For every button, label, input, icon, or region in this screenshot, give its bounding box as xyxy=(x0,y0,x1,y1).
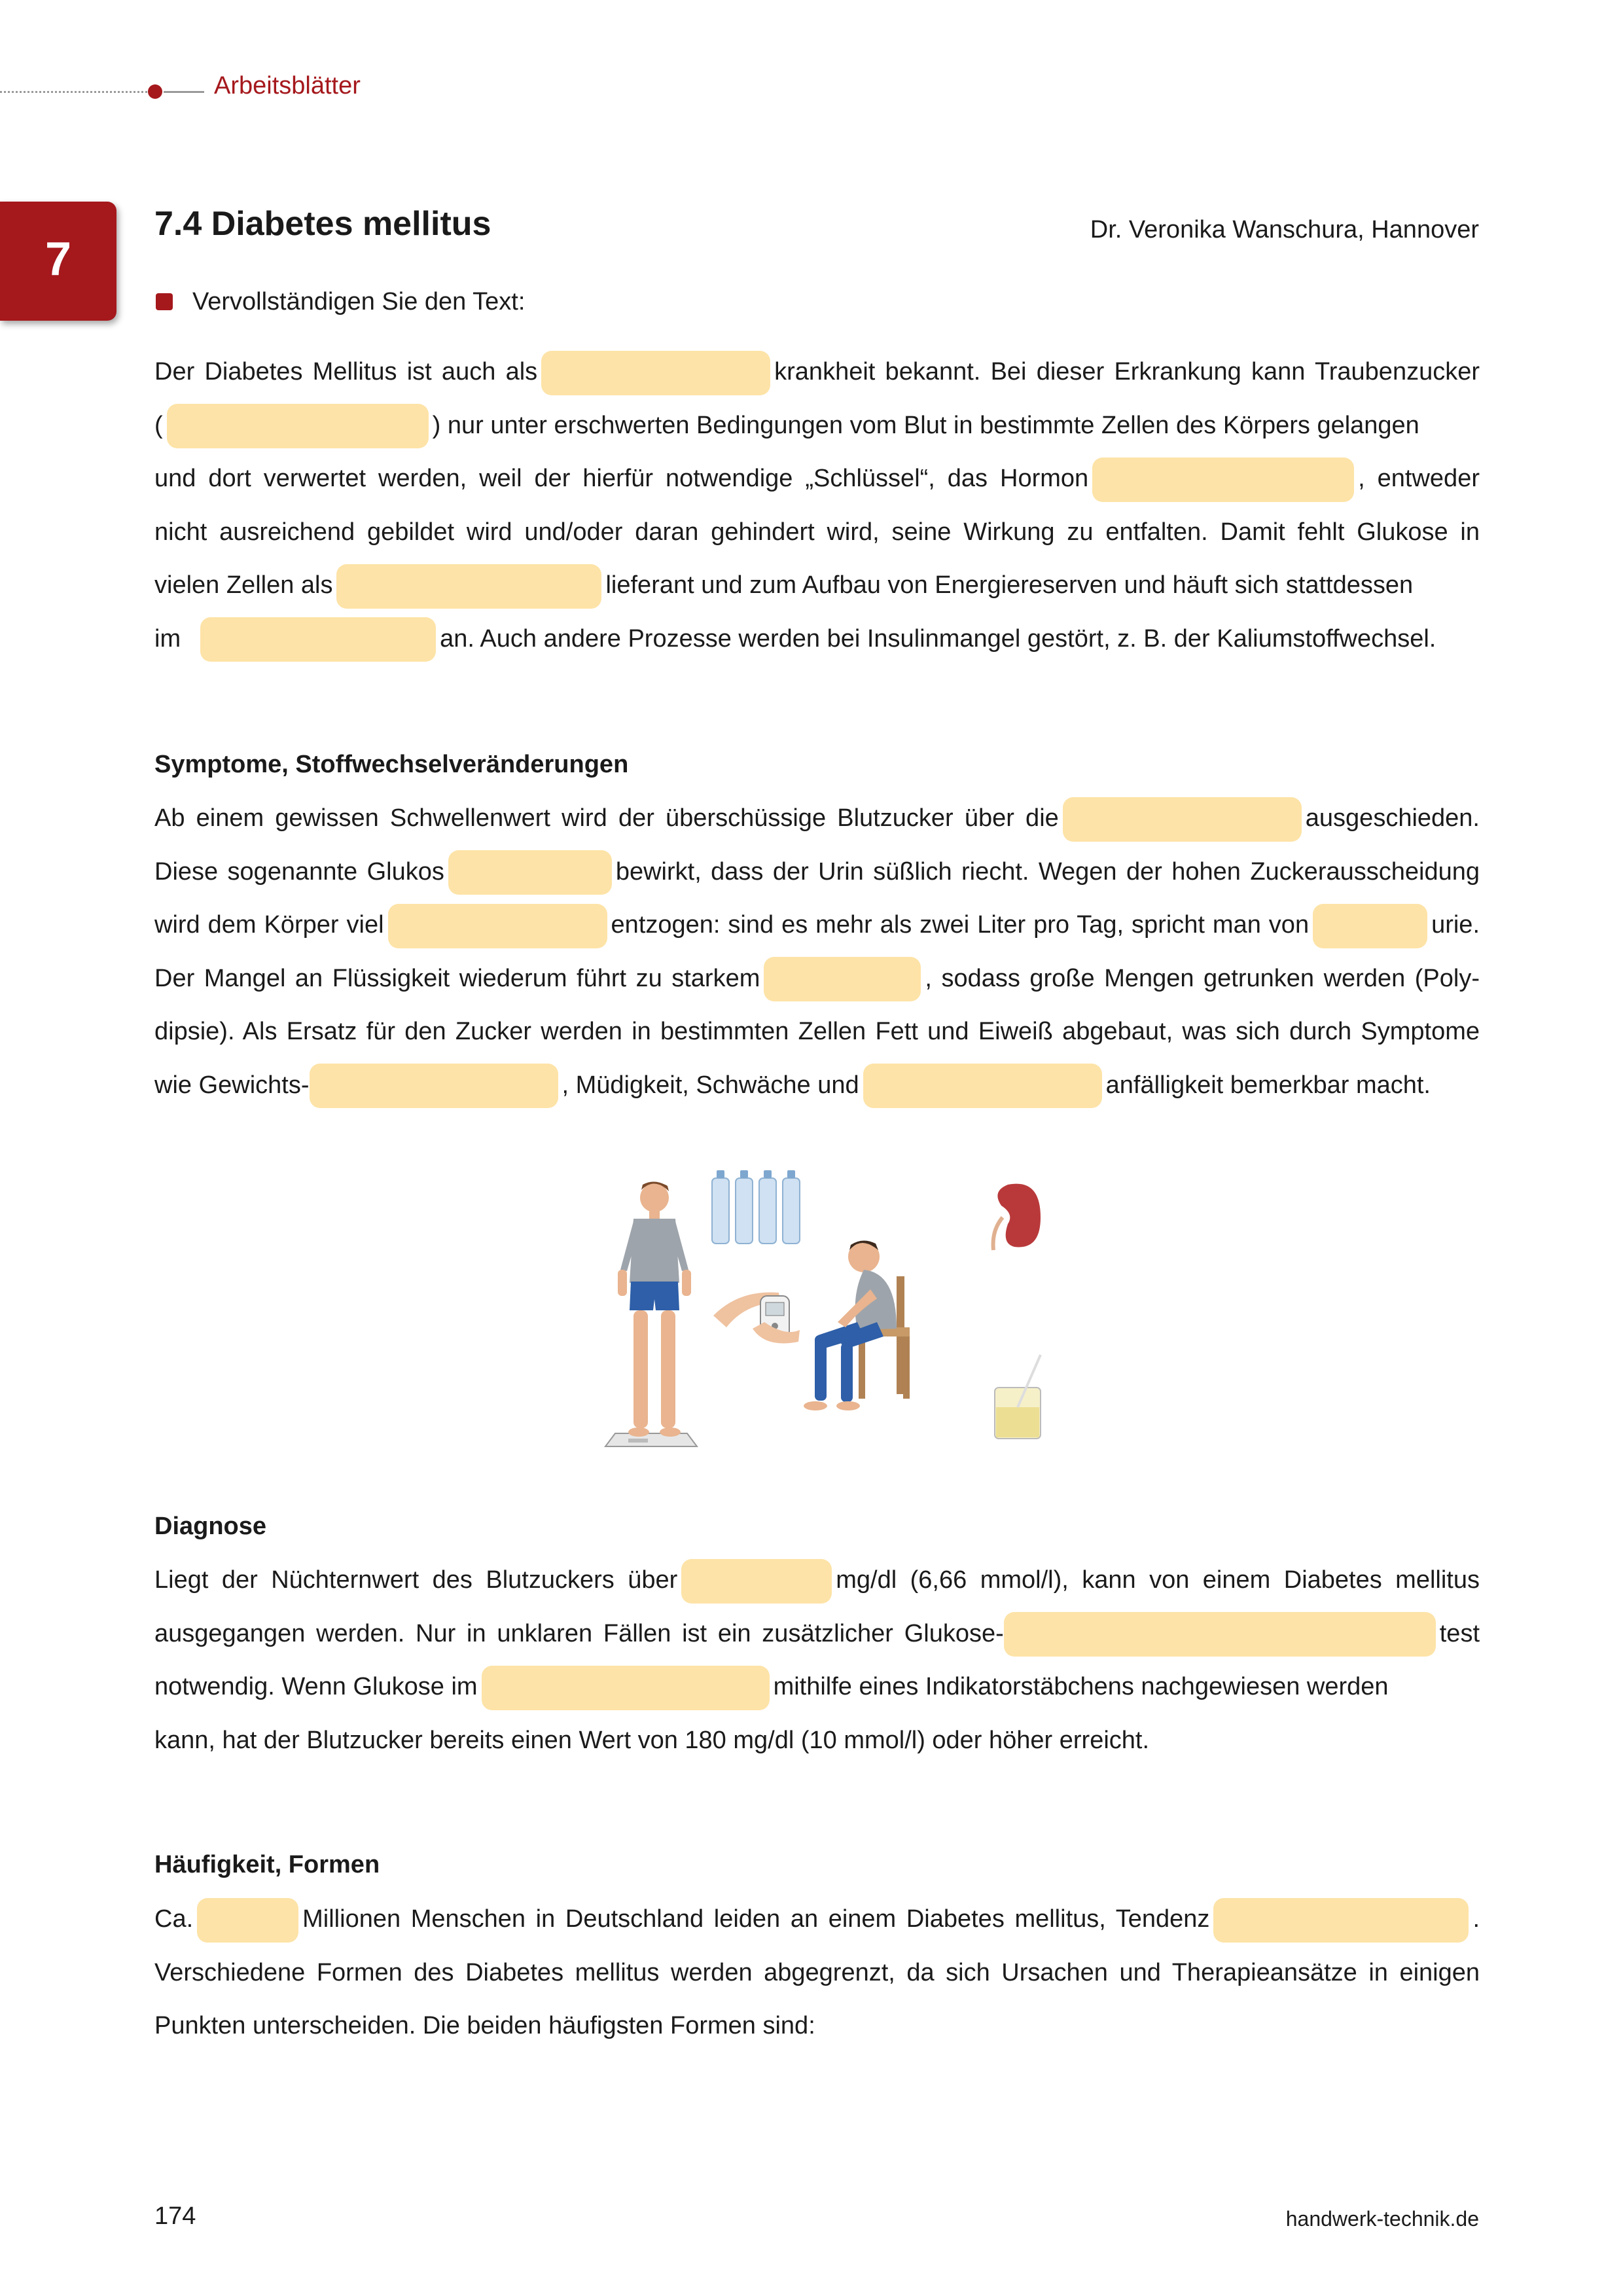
intro-paragraph xyxy=(154,346,1480,666)
text-line: ( ) nur unter erschwerten Bedingungen vom Blut in bestimmte Zellen des Körpers gelangen xyxy=(154,399,1480,453)
text-line: Verschiedene Formen des Diabetes mellitus werden abgegrenzt, da sich Ursachen und Therapieansätze in einigen xyxy=(154,1958,1480,1986)
text-line: Ca. Millionen Menschen in Deutschland leiden an einem Diabetes mellitus, Tendenz . xyxy=(154,1893,1480,1946)
glucose-meter-icon xyxy=(713,1292,800,1343)
publisher-site: handwerk-technik.de xyxy=(1285,2207,1479,2231)
text-line: Punkten unterscheiden. Die beiden häufigsten Formen sind: xyxy=(154,2012,815,2039)
section-heading-symptoms: Symptome, Stoffwechselveränderungen xyxy=(154,751,629,778)
text-line: Der Mangel an Flüssigkeit wiederum führt zu starkem , sodass große Mengen getrunken werden (Poly- xyxy=(154,952,1480,1006)
section-heading-frequency: Häufigkeit, Formen xyxy=(154,1851,380,1878)
blank-field[interactable] xyxy=(1063,797,1302,842)
standing-man-icon xyxy=(618,1181,691,1437)
text-line: ausgegangen werden. Nur in unklaren Fällen ist ein zusätzlicher Glukose- test xyxy=(154,1607,1480,1661)
text-line: kann, hat der Blutzucker bereits einen Wert von 180 mg/dl (10 mmol/l) oder höher erreicht. xyxy=(154,1726,1150,1754)
section-heading-diagnosis: Diagnose xyxy=(154,1513,267,1540)
page-title: 7.4 Diabetes mellitus xyxy=(154,205,491,243)
blank-field[interactable] xyxy=(200,617,436,662)
blank-field[interactable] xyxy=(482,1666,770,1710)
header-bullet xyxy=(148,84,162,99)
blank-field[interactable] xyxy=(310,1064,558,1108)
blank-field[interactable] xyxy=(167,404,429,448)
blank-field[interactable] xyxy=(448,850,612,895)
urine-beaker-icon xyxy=(995,1355,1041,1439)
text-line: notwendig. Wenn Glukose im mithilfe eines Indikatorstäbchens nachgewiesen werden xyxy=(154,1660,1480,1714)
text-line: Diese sogenannte Glukos bewirkt, dass der Urin süßlich riecht. Wegen der hohen Zuckerausscheidung xyxy=(154,846,1480,899)
weighing-scale-icon xyxy=(605,1433,697,1446)
text-line: Liegt der Nüchternwert des Blutzuckers über mg/dl (6,66 mmol/l), kann von einem Diabetes mellitus xyxy=(154,1554,1480,1607)
text-line: nicht ausreichend gebildet wird und/oder daran gehindert wird, seine Wirkung zu entfalten. Damit fehlt Glukose in xyxy=(154,518,1480,546)
instruction-bullet xyxy=(156,293,173,310)
text-line: und dort verwertet werden, weil der hierfür notwendige „Schlüssel“, das Hormon , entweder xyxy=(154,452,1480,506)
blank-field[interactable] xyxy=(336,564,601,609)
diagnosis-paragraph xyxy=(154,1554,1480,1767)
author: Dr. Veronika Wanschura, Hannover xyxy=(1090,216,1479,243)
blank-field[interactable] xyxy=(863,1064,1102,1108)
header-rule xyxy=(0,91,147,93)
blank-field[interactable] xyxy=(1004,1612,1436,1657)
text-line: Der Diabetes Mellitus ist auch als krankheit bekannt. Bei dieser Erkrankung kann Traubenzucker xyxy=(154,346,1480,399)
blank-field[interactable] xyxy=(388,904,607,948)
text-line: dipsie). Als Ersatz für den Zucker werden in bestimmten Zellen Fett und Eiweiß abgebaut, was sich durch Symptome xyxy=(154,1018,1480,1045)
text-line: wie Gewichts- , Müdigkeit, Schwäche und anfälligkeit bemerkbar macht. xyxy=(154,1059,1480,1113)
header-rule-solid xyxy=(164,91,204,93)
text-line: vielen Zellen als lieferant und zum Aufbau von Energiereserven und häuft sich stattdessen xyxy=(154,559,1480,613)
blank-field[interactable] xyxy=(541,351,770,395)
frequency-paragraph xyxy=(154,1893,1480,2053)
text-line: wird dem Körper viel entzogen: sind es mehr als zwei Liter pro Tag, spricht man von urie. xyxy=(154,899,1480,952)
sitting-man-icon xyxy=(804,1240,910,1410)
section-label: Arbeitsblätter xyxy=(214,72,361,99)
blank-field[interactable] xyxy=(1213,1898,1469,1943)
page-number: 174 xyxy=(154,2202,196,2230)
blank-field[interactable] xyxy=(681,1559,832,1604)
text-line: im an. Auch andere Prozesse werden bei Insulinmangel gestört, z. B. der Kaliumstoffwechsel. xyxy=(154,613,1480,666)
text-line: Ab einem gewissen Schwellenwert wird der überschüssige Blutzucker über die ausgeschieden. xyxy=(154,792,1480,846)
blank-field[interactable] xyxy=(197,1898,298,1943)
chapter-number: 7 xyxy=(45,233,72,285)
symptoms-paragraph xyxy=(154,792,1480,1112)
kidney-icon xyxy=(993,1184,1041,1250)
symptoms-illustration xyxy=(589,1158,1086,1466)
blank-field[interactable] xyxy=(764,957,921,1001)
blank-field[interactable] xyxy=(1313,904,1427,948)
water-bottles-icon xyxy=(712,1170,800,1244)
instruction: Vervollständigen Sie den Text: xyxy=(192,288,526,315)
blank-field[interactable] xyxy=(1092,457,1354,502)
